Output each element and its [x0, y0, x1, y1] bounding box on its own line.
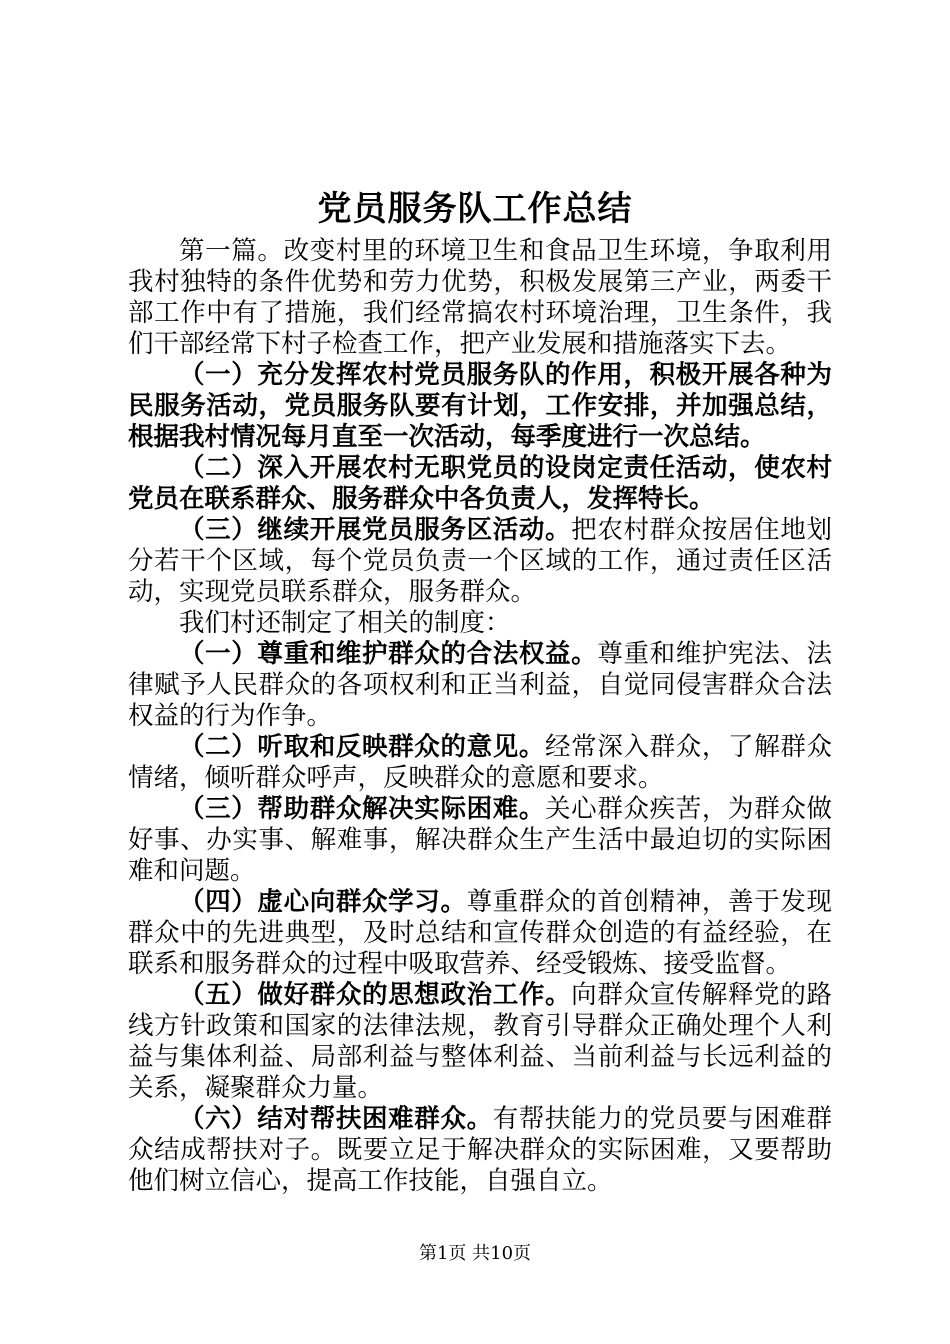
paragraph-text: 有帮扶能力的党员要与困难群众结成帮扶对子。既要立足于解决群众的实际困难，又要帮助他们树立信心，提高工作技能，自强自立。	[128, 1104, 832, 1196]
paragraph-4	[128, 515, 832, 608]
paragraph-lead: （三）帮助群众解决实际困难。	[179, 794, 546, 824]
paragraph-lead: （二）深入开展农村无职党员的设岗定责任活动，使农村党员在联系群众、服务群众中各负责人，发挥特长。	[128, 453, 832, 514]
paragraph-text: 把农村群众按居住地划分若干个区域，每个党员负责一个区域的工作，通过责任区活动，实现党员联系群众，服务群众。	[128, 515, 832, 607]
paragraph-text: 我们村还制定了相关的制度：	[179, 608, 511, 638]
paragraph-lead: （一）充分发挥农村党员服务队的作用，积极开展各种为民服务活动，党员服务队要有计划，工作安排，并加强总结，根据我村情况每月直至一次活动，每季度进行一次总结。	[128, 360, 832, 452]
paragraph-text: 向群众宣传解释党的路线方针政策和国家的法律法规，教育引导群众正确处理个人利益与集体利益、局部利益与整体利益、当前利益与长远利益的关系，凝聚群众力量。	[128, 980, 832, 1103]
paragraph-lead: （五）做好群众的思想政治工作。	[179, 980, 572, 1010]
paragraph-text: 关心群众疾苦，为群众做好事、办实事、解难事，解决群众生产生活中最迫切的实际困难和问题。	[128, 794, 832, 886]
paragraph-text: 尊重和维护宪法、法律赋予人民群众的各项权利和正当利益，自觉同侵害群众合法权益的行为作争。	[128, 639, 832, 731]
paragraph-lead: （二）听取和反映群众的意见。	[179, 732, 546, 762]
paragraph-text: 尊重群众的首创精神，善于发现群众中的先进典型，及时总结和宣传群众创造的有益经验，在联系和服务群众的过程中吸取营养、经受锻炼、接受监督。	[128, 887, 832, 979]
paragraph-2	[128, 360, 832, 453]
paragraph-3	[128, 453, 832, 515]
paragraph-1	[128, 236, 832, 360]
paragraph-lead: （一）尊重和维护群众的合法权益。	[179, 639, 598, 669]
paragraph-lead: （四）虚心向群众学习。	[179, 887, 467, 917]
paragraph-8	[128, 794, 832, 887]
page-footer: 第1页 共10页	[418, 1243, 532, 1264]
document-title: 党员服务队工作总结	[317, 189, 633, 229]
paragraph-lead: （三）继续开展党员服务区活动。	[179, 515, 572, 545]
paragraph-lead: （六）结对帮扶困难群众。	[179, 1104, 493, 1134]
paragraph-text: 第一篇。改变村里的环境卫生和食品卫生环境，争取利用我村独特的条件优势和劳力优势，积极发展第三产业，两委干部工作中有了措施，我们经常搞农村环境治理，卫生条件，我们干部经常下村子检查工作，把产业发展和措施落实下去。	[128, 236, 832, 359]
paragraph-9	[128, 887, 832, 980]
paragraph-11	[128, 1104, 832, 1197]
paragraph-7	[128, 732, 832, 794]
paragraph-text: 经常深入群众，了解群众情绪，倾听群众呼声，反映群众的意愿和要求。	[128, 732, 832, 793]
paragraph-5	[128, 608, 832, 639]
paragraph-6	[128, 639, 832, 732]
document-body	[128, 236, 832, 1197]
paragraph-10	[128, 980, 832, 1104]
